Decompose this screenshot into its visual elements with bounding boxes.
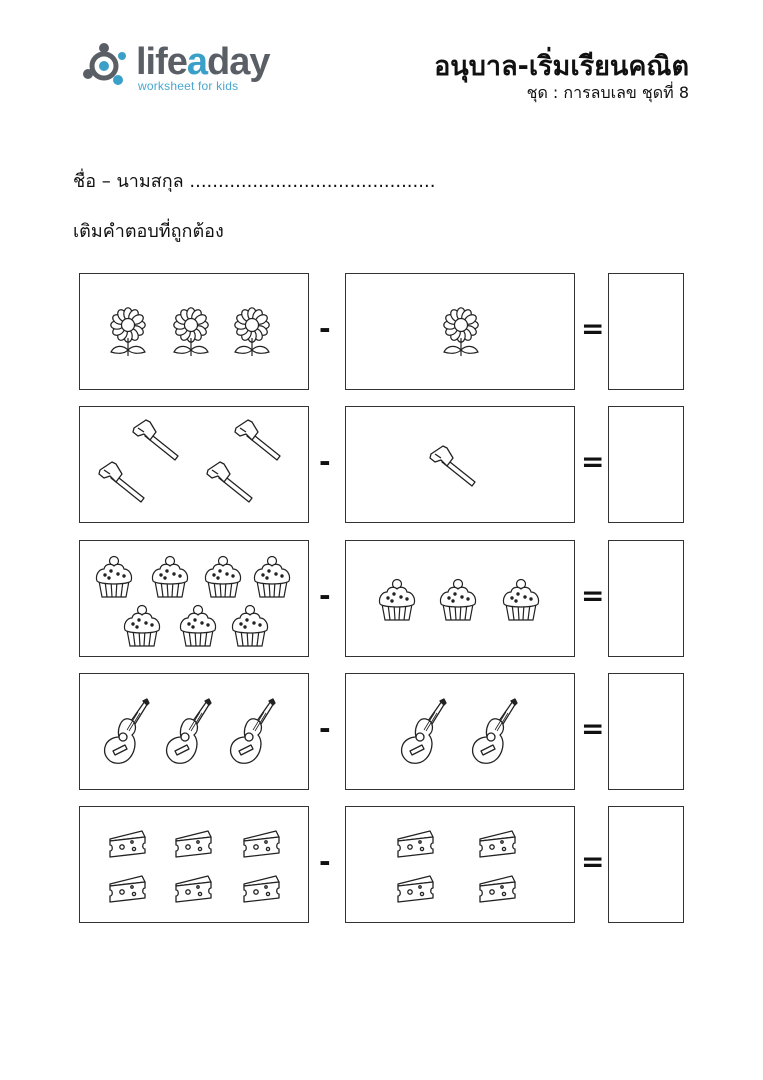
equals-sign: = xyxy=(581,445,605,478)
cheese-icon xyxy=(242,829,282,859)
subtrahend-box xyxy=(345,540,575,657)
problem-row xyxy=(79,406,684,523)
cheese-icon xyxy=(478,829,518,859)
cupcake-icon xyxy=(253,555,291,599)
cheese-icon xyxy=(242,874,282,904)
hammer-icon xyxy=(232,418,284,462)
cheese-icon xyxy=(396,829,436,859)
minus-sign: - xyxy=(319,579,331,612)
minus-sign: - xyxy=(319,712,331,745)
cupcake-icon xyxy=(123,604,161,648)
cupcake-icon xyxy=(179,604,217,648)
minus-sign: - xyxy=(319,445,331,478)
problem-row xyxy=(79,673,684,790)
cupcake-icon xyxy=(378,578,416,622)
subtrahend-box xyxy=(345,806,575,923)
cheese-icon xyxy=(108,829,148,859)
page-title: อนุบาล-เริ่มเรียนคณิต xyxy=(434,51,689,82)
flower-icon xyxy=(171,308,211,358)
student-name-line[interactable]: ชื่อ – นามสกุล ........................................... xyxy=(73,171,436,192)
problem-row xyxy=(79,540,684,657)
subtrahend-box xyxy=(345,273,575,390)
minuend-box xyxy=(79,273,309,390)
page-subtitle: ชุด : การลบเลข ชุดที่ 8 xyxy=(526,83,689,102)
cupcake-icon xyxy=(95,555,133,599)
problem-row xyxy=(79,273,684,390)
minuend-box xyxy=(79,806,309,923)
brand-logo xyxy=(82,38,282,98)
answer-box[interactable] xyxy=(608,406,684,523)
logo-tagline: worksheet for kids xyxy=(138,79,239,93)
equals-sign: = xyxy=(581,579,605,612)
hammer-icon xyxy=(96,460,148,504)
cheese-icon xyxy=(478,874,518,904)
cupcake-icon xyxy=(439,578,477,622)
cheese-icon xyxy=(174,874,214,904)
logo-molecule-icon xyxy=(82,40,134,92)
flower-icon xyxy=(441,308,481,358)
cheese-icon xyxy=(174,829,214,859)
cupcake-icon xyxy=(151,555,189,599)
answer-box[interactable] xyxy=(608,540,684,657)
problem-row xyxy=(79,806,684,923)
cupcake-icon xyxy=(231,604,269,648)
minus-sign: - xyxy=(319,845,331,878)
logo-wordmark: lifeaday xyxy=(136,41,270,83)
flower-icon xyxy=(108,308,148,358)
guitar-icon xyxy=(471,699,517,767)
flower-icon xyxy=(232,308,272,358)
hammer-icon xyxy=(427,444,479,488)
answer-box[interactable] xyxy=(608,273,684,390)
equals-sign: = xyxy=(581,845,605,878)
answer-box[interactable] xyxy=(608,673,684,790)
guitar-icon xyxy=(103,699,149,767)
instruction-text: เติมคำตอบที่ถูกต้อง xyxy=(73,221,224,242)
guitar-icon xyxy=(400,699,446,767)
minuend-box xyxy=(79,406,309,523)
equals-sign: = xyxy=(581,312,605,345)
minus-sign: - xyxy=(319,312,331,345)
subtrahend-box xyxy=(345,673,575,790)
subtrahend-box xyxy=(345,406,575,523)
minuend-box xyxy=(79,673,309,790)
cheese-icon xyxy=(108,874,148,904)
cupcake-icon xyxy=(502,578,540,622)
cupcake-icon xyxy=(204,555,242,599)
hammer-icon xyxy=(204,460,256,504)
answer-box[interactable] xyxy=(608,806,684,923)
equals-sign: = xyxy=(581,712,605,745)
guitar-icon xyxy=(165,699,211,767)
minuend-box xyxy=(79,540,309,657)
guitar-icon xyxy=(229,699,275,767)
cheese-icon xyxy=(396,874,436,904)
hammer-icon xyxy=(130,418,182,462)
